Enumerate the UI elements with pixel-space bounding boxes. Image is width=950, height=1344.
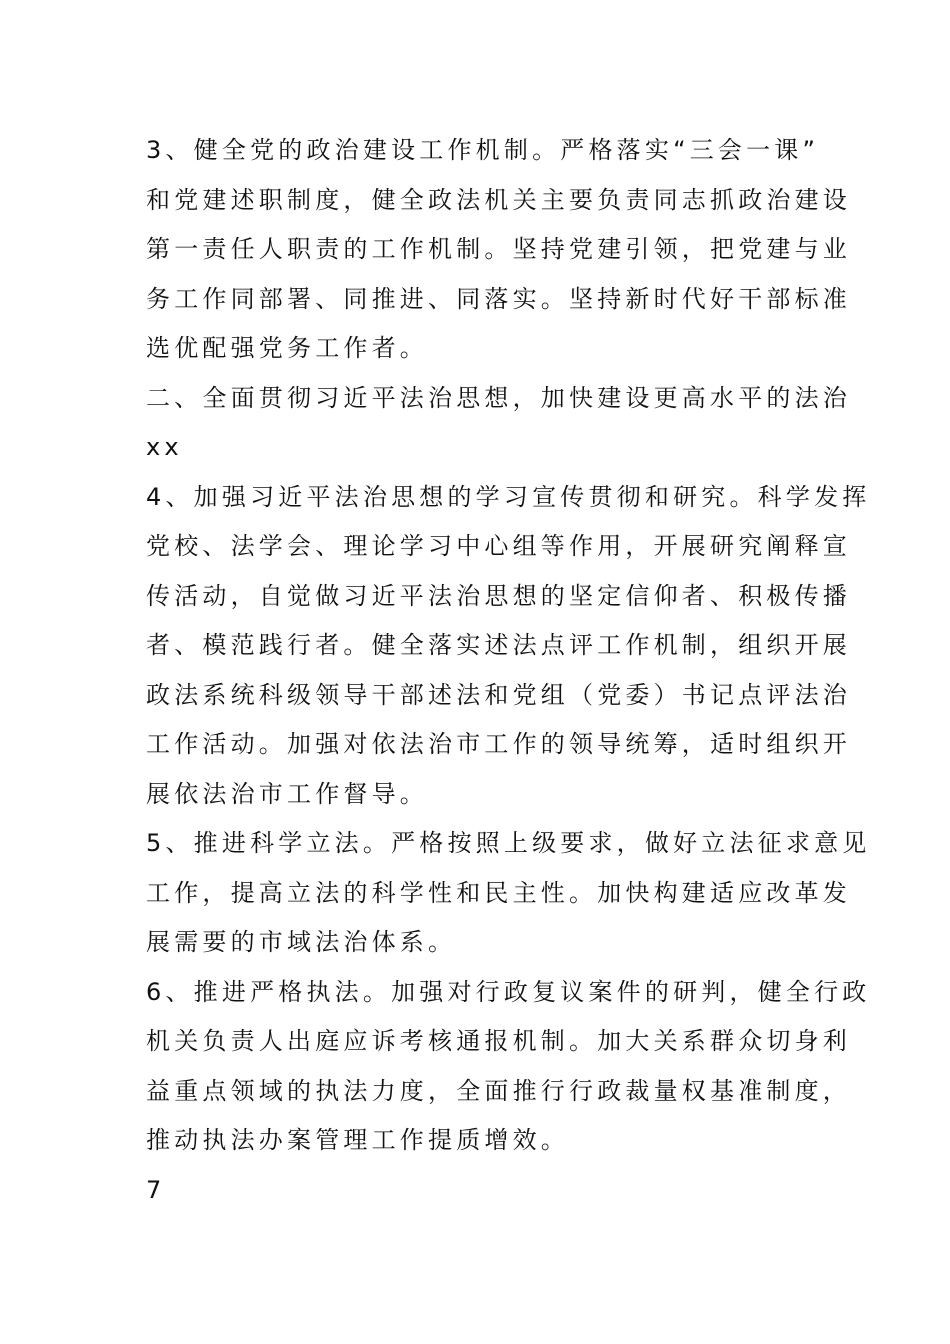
document-body <box>146 126 871 1215</box>
section-heading-line-1: 二、全面贯彻习近平法治思想，加快建设更高水平的法治 <box>146 383 851 412</box>
text-line-19: 机关负责人出庭应诉考核通报机制。加大关系群众切身利 <box>146 1027 851 1055</box>
text-line-13: 工作活动。加强对依法治市工作的领导统筹，适时组织开 <box>146 730 851 758</box>
text-line-10: 传活动，自觉做习近平法治思想的坚定信仰者、积极传播 <box>146 581 851 610</box>
text-line-17: 展需要的市域法治体系。 <box>146 928 457 956</box>
text-line-9: 党校、法学会、理论学习中心组等作用，开展研究阐释宣 <box>146 532 851 560</box>
text-line-8: 4、加强习近平法治思想的学习宣传贯彻和研究。科学发挥 <box>146 482 871 511</box>
text-line-12: 政法系统科级领导干部述法和党组（党委）书记点评法治 <box>146 680 851 709</box>
item-number-7: 7 <box>146 1175 166 1204</box>
text-line-21: 推动执法办案管理工作提质增效。 <box>146 1126 569 1154</box>
text-line-5: 选优配强党务工作者。 <box>146 334 428 362</box>
text-line-15: 5、推进科学立法。严格按照上级要求，做好立法征求意见 <box>146 829 871 857</box>
section-heading-line-2: xx <box>146 433 183 461</box>
text-line-2: 和党建述职制度，健全政法机关主要负责同志抓政治建设 <box>146 185 851 214</box>
text-line-3: 第一责任人职责的工作机制。坚持党建引领，把党建与业 <box>146 235 851 263</box>
text-line-14: 展依法治市工作督导。 <box>146 779 428 808</box>
text-line-1: 3、健全党的政治建设工作机制。严格落实“三会一课” <box>146 136 820 164</box>
text-line-16: 工作，提高立法的科学性和民主性。加快构建适应改革发 <box>146 878 851 907</box>
text-line-11: 者、模范践行者。健全落实述法点评工作机制，组织开展 <box>146 631 851 659</box>
text-line-18: 6、推进严格执法。加强对行政复议案件的研判，健全行政 <box>146 977 871 1006</box>
text-line-20: 益重点领域的执法力度，全面推行行政裁量权基准制度， <box>146 1076 851 1105</box>
text-line-4: 务工作同部署、同推进、同落实。坚持新时代好干部标准 <box>146 284 851 313</box>
